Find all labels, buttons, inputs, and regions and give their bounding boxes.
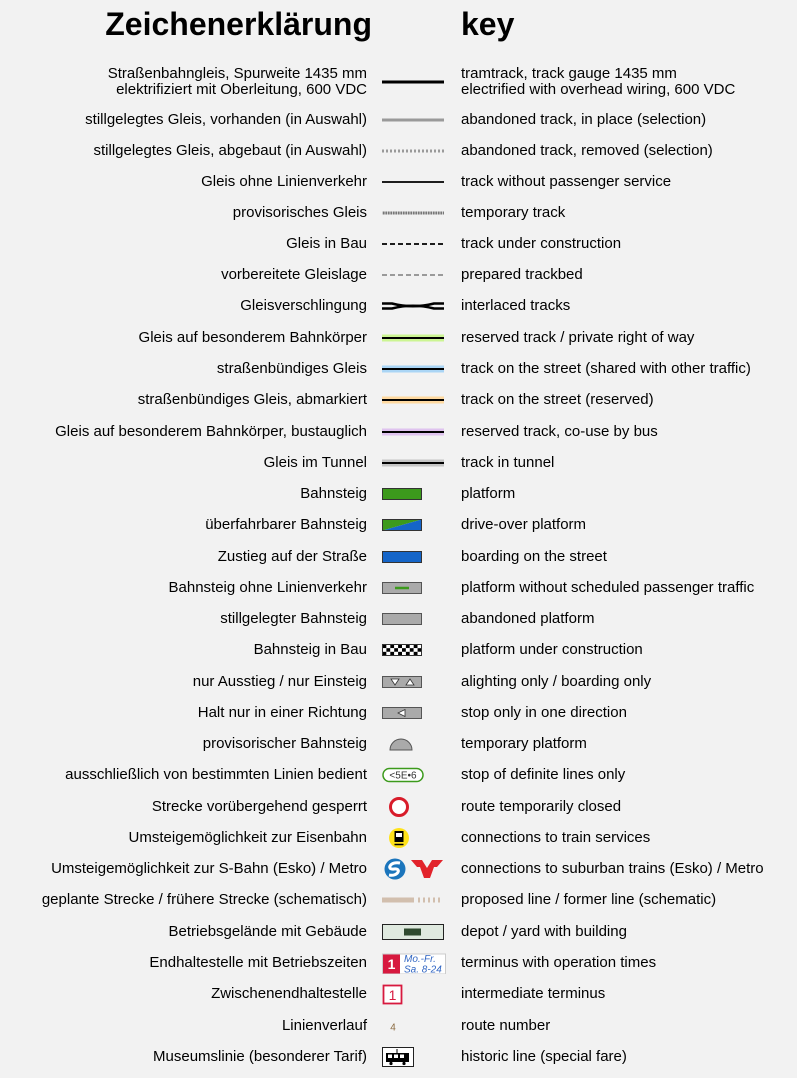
german-label [138, 392, 367, 408]
temporary-track-icon [380, 202, 446, 224]
legend-row [0, 514, 797, 536]
historic-line-symbol [380, 1046, 446, 1068]
english-label-line: temporary track [461, 204, 566, 221]
english-label [461, 361, 751, 377]
legend-row [0, 639, 797, 661]
legend-row [0, 1015, 797, 1037]
legend-row [0, 796, 797, 818]
platform-under-construction-icon [380, 639, 446, 661]
abandoned-track-removed-symbol [380, 140, 446, 162]
german-label-line: geplante Strecke / frühere Strecke (schematisch) [41, 891, 367, 908]
german-label [203, 736, 367, 752]
intermediate-terminus-icon [380, 983, 446, 1005]
reserved-track-bus-symbol [380, 421, 446, 443]
english-label [461, 424, 658, 440]
german-label-line: straßenbündiges Gleis [216, 360, 367, 377]
english-label-line: reserved track, co-use by bus [461, 423, 658, 440]
german-label-line: Gleisverschlingung [240, 297, 367, 314]
english-label [461, 392, 654, 408]
german-label-line: Umsteigemöglichkeit zur Eisenbahn [128, 829, 367, 846]
legend-row [0, 65, 797, 99]
german-label-line: Gleis auf besonderem Bahnkörper, bustauglich [55, 423, 367, 440]
english-label [461, 924, 627, 940]
legend-row [0, 109, 797, 131]
route-closed-symbol [380, 796, 446, 818]
german-label [152, 799, 367, 815]
sbahn-metro-icon [380, 858, 446, 880]
german-label [108, 66, 367, 98]
german-label-line: Zustieg auf der Straße [217, 548, 367, 565]
track-no-service-icon [380, 171, 446, 193]
english-label-line: alighting only / boarding only [461, 673, 652, 690]
alighting-boarding-only-icon [380, 671, 446, 693]
german-label-line: stillgelegter Bahnsteig [220, 610, 367, 627]
english-label [461, 830, 650, 846]
alighting-boarding-only-symbol [380, 671, 446, 693]
abandoned-track-in-place-symbol [380, 109, 446, 131]
german-label-line: Bahnsteig [300, 485, 367, 502]
abandoned-platform-symbol [380, 608, 446, 630]
legend-row [0, 952, 797, 974]
english-label-line: abandoned track, removed (selection) [461, 142, 713, 159]
german-label-line: Bahnsteig in Bau [253, 641, 367, 658]
english-label-line: connections to train services [461, 829, 651, 846]
english-label-line: boarding on the street [461, 548, 607, 565]
english-label-line: reserved track / private right of way [461, 329, 695, 346]
german-label [193, 674, 367, 690]
english-label-line: abandoned track, in place (selection) [461, 111, 707, 128]
german-label [51, 861, 367, 877]
german-label-line: provisorischer Bahnsteig [202, 735, 367, 752]
legend-row [0, 264, 797, 286]
german-label-line: überfahrbarer Bahnsteig [205, 516, 367, 533]
legend-row [0, 546, 797, 568]
english-label-line: interlaced tracks [461, 297, 571, 314]
train-connection-icon [380, 827, 446, 849]
english-label-line: abandoned platform [461, 610, 595, 627]
german-label-line: stillgelegtes Gleis, abgebaut (in Auswahl) [93, 142, 367, 159]
header-german: Zeichenerklärung [105, 6, 372, 42]
english-label-line: drive-over platform [461, 516, 587, 533]
german-label-line: Betriebsgelände mit Gebäude [168, 923, 367, 940]
german-label-line: Linienverlauf [281, 1017, 367, 1034]
german-label [55, 424, 367, 440]
english-label [461, 1049, 627, 1065]
german-label-line: stillgelegtes Gleis, vorhanden (in Auswahl) [85, 111, 367, 128]
german-label [217, 361, 367, 377]
route-number-symbol [380, 1015, 446, 1037]
english-label [461, 298, 570, 314]
legend-row [0, 921, 797, 943]
german-label [129, 830, 367, 846]
german-label [254, 642, 367, 658]
english-label-line: stop only in one direction [461, 704, 627, 721]
temporary-platform-icon [380, 733, 446, 755]
street-track-reserved-symbol [380, 389, 446, 411]
historic-line-icon [380, 1046, 446, 1068]
german-label-line: nur Ausstieg / nur Einsteig [192, 673, 367, 690]
reserved-track-bus-icon [380, 421, 446, 443]
track-under-construction-symbol [380, 233, 446, 255]
german-label-line: Endhaltestelle mit Betriebszeiten [149, 954, 367, 971]
english-label-line: electrified with overhead wiring, 600 VDC [461, 81, 736, 98]
one-direction-stop-symbol [380, 702, 446, 724]
german-label [218, 549, 367, 565]
german-label [205, 517, 367, 533]
platform-symbol [380, 483, 446, 505]
platform-under-construction-symbol [380, 639, 446, 661]
depot-symbol [380, 921, 446, 943]
legend-row [0, 827, 797, 849]
legend-row [0, 702, 797, 724]
legend-row [0, 608, 797, 630]
english-label [461, 955, 656, 971]
platform-no-service-symbol [380, 577, 446, 599]
german-label [221, 267, 367, 283]
english-label [461, 674, 651, 690]
german-label [282, 1018, 367, 1034]
proposed-line-symbol [380, 889, 446, 911]
english-label-line: stop of definite lines only [461, 766, 626, 783]
tunnel-track-icon [380, 452, 446, 474]
drive-over-platform-symbol [380, 514, 446, 536]
german-label [286, 236, 367, 252]
german-label-line: ausschließlich von bestimmten Linien bedient [65, 766, 367, 783]
german-label-line: Gleis ohne Linienverkehr [201, 173, 367, 190]
interlaced-tracks-symbol [380, 295, 446, 317]
german-label-line: elektrifiziert mit Oberleitung, 600 VDC [116, 81, 367, 98]
english-label [461, 986, 605, 1002]
german-label [153, 1049, 367, 1065]
platform-no-service-icon [380, 577, 446, 599]
route-number-icon [380, 1015, 446, 1037]
english-label-line: historic line (special fare) [461, 1048, 627, 1065]
german-label [211, 986, 367, 1002]
english-label [461, 1018, 550, 1034]
svg-text:<5E•6: <5E•6 [389, 770, 417, 782]
legend-row [0, 140, 797, 162]
temporary-track-symbol [380, 202, 446, 224]
german-label-line: Strecke vorübergehend gesperrt [151, 798, 367, 815]
street-track-icon [380, 358, 446, 380]
legend-row [0, 764, 797, 786]
street-track-symbol [380, 358, 446, 380]
german-label [139, 330, 367, 346]
german-label [149, 955, 367, 971]
english-label-line: proposed line / former line (schematic) [461, 891, 717, 908]
german-label [240, 298, 367, 314]
definite-lines-stop-icon [380, 764, 446, 786]
legend-row [0, 295, 797, 317]
english-label-line: route number [461, 1017, 551, 1034]
english-label-line: track under construction [461, 235, 622, 252]
english-label-line: connections to suburban trains (Esko) / Metro [461, 860, 764, 877]
german-label [169, 580, 367, 596]
german-label [65, 767, 367, 783]
abandoned-track-removed-icon [380, 140, 446, 162]
interlaced-tracks-icon [380, 295, 446, 317]
german-label-line: vorbereitete Gleislage [221, 266, 367, 283]
english-label-line: platform under construction [461, 641, 643, 658]
english-label-line: prepared trackbed [461, 266, 583, 283]
english-label-line: track in tunnel [461, 454, 555, 471]
german-label-line: straßenbündiges Gleis, abmarkiert [137, 391, 367, 408]
tramtrack-symbol [380, 71, 446, 93]
english-label [461, 517, 586, 533]
english-label [461, 330, 694, 346]
english-label-line: terminus with operation times [461, 954, 657, 971]
legend-row [0, 733, 797, 755]
legend-row [0, 389, 797, 411]
svg-text:4: 4 [390, 1022, 396, 1034]
english-label [461, 66, 735, 98]
english-label-line: track on the street (reserved) [461, 391, 654, 408]
german-label-line: provisorisches Gleis [232, 204, 367, 221]
prepared-trackbed-symbol [380, 264, 446, 286]
german-label [198, 705, 367, 721]
legend-row [0, 858, 797, 880]
train-connection-symbol [380, 827, 446, 849]
german-label-line: Gleis im Tunnel [263, 454, 367, 471]
legend-row [0, 327, 797, 349]
german-label-line: Umsteigemöglichkeit zur S-Bahn (Esko) / Metro [51, 860, 367, 877]
english-label-line: platform without scheduled passenger traffic [461, 579, 755, 596]
german-label [169, 924, 367, 940]
legend-row [0, 483, 797, 505]
proposed-line-icon [380, 889, 446, 911]
drive-over-platform-icon [380, 514, 446, 536]
english-label [461, 267, 583, 283]
german-label-line: Gleis in Bau [286, 235, 367, 252]
prepared-trackbed-icon [380, 264, 446, 286]
german-label [201, 174, 367, 190]
english-label [461, 486, 515, 502]
legend-row [0, 577, 797, 599]
legend-row [0, 421, 797, 443]
english-label-line: tramtrack, track gauge 1435 mm [461, 65, 677, 82]
street-track-reserved-icon [380, 389, 446, 411]
english-label [461, 174, 671, 190]
english-label-line: track on the street (shared with other traffic) [461, 360, 751, 377]
english-label-line: depot / yard with building [461, 923, 627, 940]
german-label-line: Gleis auf besonderem Bahnkörper [138, 329, 367, 346]
abandoned-platform-icon [380, 608, 446, 630]
german-label [220, 611, 367, 627]
terminus-times-icon [380, 952, 446, 974]
street-boarding-icon [380, 546, 446, 568]
english-label [461, 861, 764, 877]
legend-row [0, 889, 797, 911]
english-label [461, 205, 565, 221]
route-closed-icon [380, 796, 446, 818]
english-label [461, 580, 754, 596]
platform-icon [380, 483, 446, 505]
terminus-times-symbol [380, 952, 446, 974]
temporary-platform-symbol [380, 733, 446, 755]
track-under-construction-icon [380, 233, 446, 255]
english-label [461, 236, 621, 252]
legend-row [0, 233, 797, 255]
german-label-line: Bahnsteig ohne Linienverkehr [168, 579, 367, 596]
english-label [461, 736, 587, 752]
sbahn-metro-symbol [380, 858, 446, 880]
svg-text:Mo.-Fr.: Mo.-Fr. [404, 954, 436, 965]
german-label [94, 143, 368, 159]
english-label [461, 611, 594, 627]
english-label [461, 799, 621, 815]
english-label [461, 143, 713, 159]
header-english: key [461, 6, 515, 42]
english-label-line: track without passenger service [461, 173, 672, 190]
legend-row [0, 983, 797, 1005]
tramtrack-icon [380, 71, 446, 93]
german-label-line: Straßenbahngleis, Spurweite 1435 mm [107, 65, 367, 82]
english-label [461, 549, 607, 565]
english-label [461, 112, 706, 128]
svg-text:Sa. 8-24: Sa. 8-24 [404, 964, 442, 974]
svg-text:1: 1 [387, 956, 396, 972]
legend-row [0, 358, 797, 380]
english-label [461, 767, 625, 783]
german-label-line: Zwischenendhaltestelle [211, 985, 367, 1002]
english-label-line: temporary platform [461, 735, 587, 752]
english-label-line: intermediate terminus [461, 985, 606, 1002]
german-label [233, 205, 367, 221]
tunnel-track-symbol [380, 452, 446, 474]
legend-row [0, 171, 797, 193]
german-label-line: Halt nur in einer Richtung [197, 704, 367, 721]
german-label [85, 112, 367, 128]
german-label-line: Museumslinie (besonderer Tarif) [153, 1048, 367, 1065]
english-label [461, 892, 716, 908]
track-no-service-symbol [380, 171, 446, 193]
english-label-line: platform [461, 485, 516, 502]
intermediate-terminus-symbol [380, 983, 446, 1005]
legend-row [0, 202, 797, 224]
reserved-track-symbol [380, 327, 446, 349]
german-label [42, 892, 367, 908]
german-label [264, 455, 367, 471]
reserved-track-icon [380, 327, 446, 349]
english-label-line: route temporarily closed [461, 798, 622, 815]
street-boarding-symbol [380, 546, 446, 568]
english-label [461, 642, 643, 658]
english-label [461, 455, 554, 471]
abandoned-track-in-place-icon [380, 109, 446, 131]
legend-row [0, 452, 797, 474]
german-label [300, 486, 367, 502]
legend-row [0, 1046, 797, 1068]
english-label [461, 705, 627, 721]
definite-lines-stop-symbol [380, 764, 446, 786]
svg-text:1: 1 [388, 987, 397, 1003]
one-direction-stop-icon [380, 702, 446, 724]
depot-icon [380, 921, 446, 943]
legend-row [0, 671, 797, 693]
